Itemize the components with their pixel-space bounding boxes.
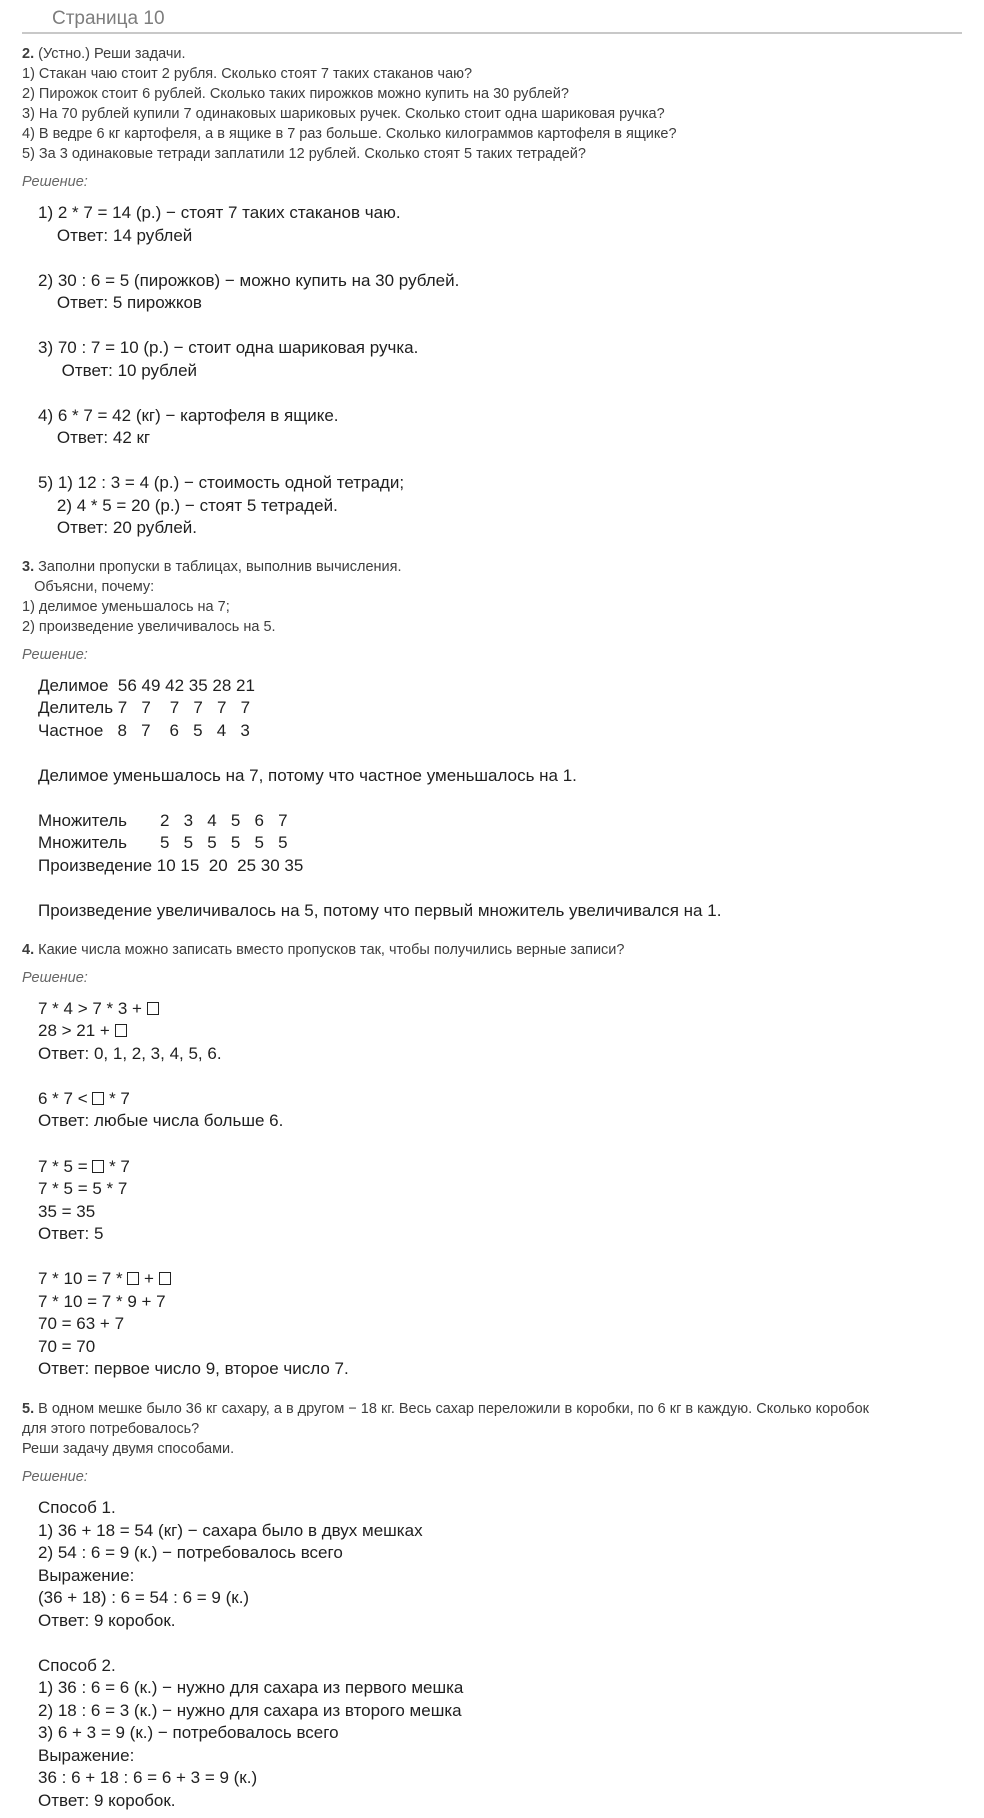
task-number: 5. (22, 1401, 35, 1417)
solution-line: 6 * 7 < * 7 (38, 1089, 130, 1108)
task-number: 3. (22, 559, 35, 575)
solution-line: Ответ: 9 коробок. (38, 1791, 176, 1810)
task-3-statement (22, 557, 402, 637)
task-5-intro: 5. В одном мешке было 36 кг сахару, а в другом − 18 кг. Весь сахар переложили в коробки, по 6 кг в каждую. Сколько коробок (22, 1401, 869, 1417)
table-row: Множитель 2 3 4 5 6 7 (38, 811, 288, 830)
task-number: 4. (22, 942, 35, 958)
task-2-intro: 2. (Устно.) Реши задачи. (22, 46, 186, 62)
solution-line: Ответ: 42 кг (38, 428, 151, 447)
solution-line: 2) 54 : 6 = 9 (к.) − потребовалось всего (38, 1543, 343, 1562)
task-line: 4) В ведре 6 кг картофеля, а в ящике в 7 раз больше. Сколько килограммов картофеля в ящике? (22, 126, 677, 142)
solution-line: Ответ: 0, 1, 2, 3, 4, 5, 6. (38, 1044, 222, 1063)
solution-line: 7 * 10 = 7 * + (38, 1268, 171, 1291)
solution-line: 7 * 5 = 5 * 7 (38, 1179, 128, 1198)
solution-line: 1) 36 + 18 = 54 (кг) − сахара было в двух мешках (38, 1521, 423, 1540)
task-line: Реши задачу двумя способами. (22, 1441, 235, 1457)
task-line: 5) За 3 одинаковые тетради заплатили 12 рублей. Сколько стоят 5 таких тетрадей? (22, 146, 586, 162)
solution-line: 28 > 21 + (38, 1020, 127, 1043)
solution-line: 3) 6 + 3 = 9 (к.) − потребовалось всего (38, 1723, 339, 1742)
task-2-statement (22, 44, 677, 164)
solution-line: 7 * 10 = 7 * 9 + 7 (38, 1292, 166, 1311)
solution-line: Выражение: (38, 1746, 135, 1765)
table-row: Множитель 5 5 5 5 5 5 (38, 833, 288, 852)
solution-line: 2) 18 : 6 = 3 (к.) − нужно для сахара из второго мешка (38, 1701, 462, 1720)
task-line: 2) произведение увеличивалось на 5. (22, 619, 276, 635)
solution-line: Способ 1. (38, 1498, 116, 1517)
solution-line: Ответ: 10 рублей (38, 361, 198, 380)
solution-line: 1) 36 : 6 = 6 (к.) − нужно для сахара из первого мешка (38, 1678, 464, 1697)
solution-label: Решение: (22, 970, 88, 986)
task-5-statement (22, 1399, 869, 1459)
solution-line: (36 + 18) : 6 = 54 : 6 = 9 (к.) (38, 1588, 250, 1607)
blank-box (127, 1272, 139, 1285)
task-4-intro: 4. Какие числа можно записать вместо пропусков так, чтобы получились верные записи? (22, 942, 625, 958)
solution-line: Ответ: первое число 9, второе число 7. (38, 1359, 349, 1378)
task-line: Объясни, почему: (22, 579, 155, 595)
solution-line: Способ 2. (38, 1656, 116, 1675)
solution-line: Ответ: любые числа больше 6. (38, 1111, 284, 1130)
blank-box (92, 1160, 104, 1173)
task-line: 1) Стакан чаю стоит 2 рубля. Сколько стоят 7 таких стаканов чаю? (22, 66, 473, 82)
solution-label: Решение: (22, 647, 88, 663)
solution-line: 35 = 35 (38, 1202, 96, 1221)
solution-line: 70 = 70 (38, 1337, 96, 1356)
task-line: 1) делимое уменьшалось на 7; (22, 599, 230, 615)
solution-line: 2) 30 : 6 = 5 (пирожков) − можно купить на 30 рублей. (38, 271, 460, 290)
solution-line: Ответ: 5 пирожков (38, 293, 202, 312)
table-row: Произведение 10 15 20 25 30 35 (38, 856, 304, 875)
solution-line: 1) 2 * 7 = 14 (р.) − стоят 7 таких стаканов чаю. (38, 203, 401, 222)
page-title: Страница 10 (52, 8, 165, 29)
blank-box (115, 1024, 127, 1037)
table-row: Делитель 7 7 7 7 7 7 (38, 698, 251, 717)
solution-line: Выражение: (38, 1566, 135, 1585)
blank-box (159, 1272, 171, 1285)
solution-line: Делимое уменьшалось на 7, потому что частное уменьшалось на 1. (38, 766, 577, 785)
task-line: 3) На 70 рублей купили 7 одинаковых шариковых ручек. Сколько стоит одна шариковая ручка? (22, 106, 665, 122)
blank-box (92, 1092, 104, 1105)
solution-line: Ответ: 5 (38, 1224, 104, 1243)
solution-line: 7 * 4 > 7 * 3 + (38, 998, 159, 1021)
solution-label: Решение: (22, 174, 88, 190)
task-3-intro: 3. Заполни пропуски в таблицах, выполнив вычисления. (22, 559, 402, 575)
solution-line: Ответ: 14 рублей (38, 226, 193, 245)
solution-line: Ответ: 20 рублей. (38, 518, 198, 537)
table-row: Частное 8 7 6 5 4 3 (38, 721, 250, 740)
solution-label: Решение: (22, 1469, 88, 1485)
task-line: для этого потребовалось? (22, 1421, 200, 1437)
table-row: Делимое 56 49 42 35 28 21 (38, 676, 255, 695)
solution-line: 4) 6 * 7 = 42 (кг) − картофеля в ящике. (38, 406, 339, 425)
task-number: 2. (22, 46, 35, 62)
task-4-statement (22, 940, 624, 960)
page-header (22, 6, 962, 34)
solution-line: Ответ: 9 коробок. (38, 1611, 176, 1630)
solution-line: 36 : 6 + 18 : 6 = 6 + 3 = 9 (к.) (38, 1768, 258, 1787)
task-line: 2) Пирожок стоит 6 рублей. Сколько таких пирожков можно купить на 30 рублей? (22, 86, 569, 102)
solution-line: Произведение увеличивалось на 5, потому что первый множитель увеличивался на 1. (38, 901, 722, 920)
solution-line: 7 * 5 = * 7 (38, 1157, 130, 1176)
solution-line: 70 = 63 + 7 (38, 1314, 125, 1333)
blank-box (147, 1002, 159, 1015)
solution-line: 5) 1) 12 : 3 = 4 (р.) − стоимость одной тетради; (38, 473, 405, 492)
solution-line: 3) 70 : 7 = 10 (р.) − стоит одна шариковая ручка. (38, 338, 419, 357)
solution-line: 2) 4 * 5 = 20 (р.) − стоят 5 тетрадей. (38, 496, 338, 515)
